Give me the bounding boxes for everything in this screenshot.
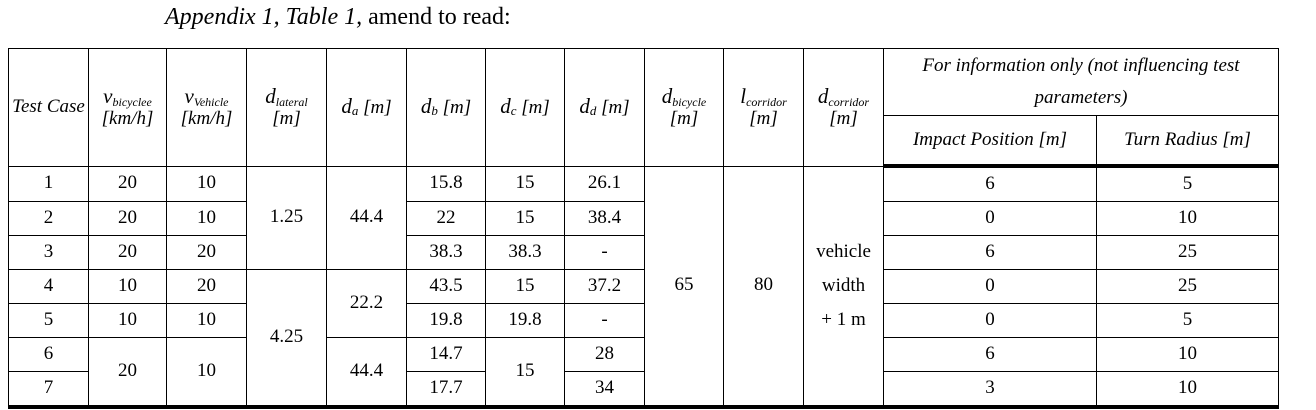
caption-italic: Appendix 1, Table 1, bbox=[165, 4, 363, 30]
cell-d-d: - bbox=[565, 236, 645, 270]
cell-d-b: 15.8 bbox=[407, 166, 486, 202]
cell-turn-radius: 25 bbox=[1097, 236, 1279, 270]
cell-d-c: 15 bbox=[486, 202, 565, 236]
cell-v-vehicle: 20 bbox=[167, 236, 247, 270]
cell-v-vehicle: 10 bbox=[167, 304, 247, 338]
cell-d-a: 44.4 bbox=[327, 166, 407, 270]
table-row bbox=[9, 338, 1279, 372]
header-d-b: db [m] bbox=[407, 49, 486, 167]
cell-turn-radius: 10 bbox=[1097, 372, 1279, 408]
cell-v-bicycle: 20 bbox=[89, 202, 167, 236]
table-row bbox=[9, 166, 1279, 202]
cell-d-corridor: vehicle width + 1 m bbox=[804, 166, 884, 407]
cell-turn-radius: 5 bbox=[1097, 166, 1279, 202]
cell-d-d: 34 bbox=[565, 372, 645, 408]
cell-case: 7 bbox=[9, 372, 89, 408]
cell-turn-radius: 5 bbox=[1097, 304, 1279, 338]
cell-d-d: 26.1 bbox=[565, 166, 645, 202]
cell-impact-position: 0 bbox=[884, 202, 1097, 236]
cell-v-vehicle: 10 bbox=[167, 166, 247, 202]
cell-d-d: 38.4 bbox=[565, 202, 645, 236]
cell-case: 4 bbox=[9, 270, 89, 304]
cell-turn-radius: 10 bbox=[1097, 338, 1279, 372]
cell-d-b: 38.3 bbox=[407, 236, 486, 270]
header-info-group: For information only (not influencing test parameters) bbox=[884, 49, 1279, 116]
cell-d-lateral: 1.25 bbox=[247, 166, 327, 270]
header-d-c: dc [m] bbox=[486, 49, 565, 167]
cell-v-bicycle: 10 bbox=[89, 304, 167, 338]
header-v-bicycle: $v_{bicyclee}$ [km/h] bbox=[89, 49, 167, 167]
cell-turn-radius: 10 bbox=[1097, 202, 1279, 236]
cell-d-a: 22.2 bbox=[327, 270, 407, 338]
cell-d-a: 44.4 bbox=[327, 338, 407, 408]
cell-d-lateral: 4.25 bbox=[247, 270, 327, 408]
header-d-d: dd [m] bbox=[565, 49, 645, 167]
header-d-lateral: $d_{lateral}$ [m] bbox=[247, 49, 327, 167]
cell-d-d: 37.2 bbox=[565, 270, 645, 304]
cell-case: 5 bbox=[9, 304, 89, 338]
cell-impact-position: 0 bbox=[884, 270, 1097, 304]
table-row bbox=[9, 304, 1279, 338]
cell-v-bicycle: 20 bbox=[89, 236, 167, 270]
cell-d-b: 14.7 bbox=[407, 338, 486, 372]
test-case-table bbox=[8, 48, 1279, 409]
cell-v-bicycle: 10 bbox=[89, 270, 167, 304]
table-row bbox=[9, 236, 1279, 270]
cell-d-c: 38.3 bbox=[486, 236, 565, 270]
cell-impact-position: 3 bbox=[884, 372, 1097, 408]
cell-d-bicycle: 65 bbox=[645, 166, 724, 407]
header-v-vehicle: $v_{Vehicle}$ [km/h] bbox=[167, 49, 247, 167]
cell-impact-position: 6 bbox=[884, 236, 1097, 270]
cell-turn-radius: 25 bbox=[1097, 270, 1279, 304]
header-d-bicycle: $d_{bicycle}$ [m] bbox=[645, 49, 724, 167]
cell-case: 6 bbox=[9, 338, 89, 372]
cell-case: 2 bbox=[9, 202, 89, 236]
caption bbox=[165, 4, 511, 31]
cell-d-b: 17.7 bbox=[407, 372, 486, 408]
cell-d-d: - bbox=[565, 304, 645, 338]
cell-d-c: 15 bbox=[486, 166, 565, 202]
header-l-corridor: $l_{corridor}$ [m] bbox=[724, 49, 804, 167]
cell-v-vehicle: 20 bbox=[167, 270, 247, 304]
cell-impact-position: 0 bbox=[884, 304, 1097, 338]
cell-v-vehicle: 10 bbox=[167, 338, 247, 408]
header-impact-position: Impact Position [m] bbox=[884, 116, 1097, 167]
header-d-a: da [m] bbox=[327, 49, 407, 167]
table-row bbox=[9, 270, 1279, 304]
table-row bbox=[9, 202, 1279, 236]
header-turn-radius: Turn Radius [m] bbox=[1097, 116, 1279, 167]
cell-l-corridor: 80 bbox=[724, 166, 804, 407]
cell-d-b: 43.5 bbox=[407, 270, 486, 304]
cell-case: 3 bbox=[9, 236, 89, 270]
cell-d-c: 15 bbox=[486, 338, 565, 408]
cell-impact-position: 6 bbox=[884, 166, 1097, 202]
cell-d-c: 15 bbox=[486, 270, 565, 304]
header-d-corridor: $d_{corridor}$ [m] bbox=[804, 49, 884, 167]
cell-v-bicycle: 20 bbox=[89, 338, 167, 408]
cell-v-vehicle: 10 bbox=[167, 202, 247, 236]
cell-d-b: 19.8 bbox=[407, 304, 486, 338]
cell-case: 1 bbox=[9, 166, 89, 202]
cell-v-bicycle: 20 bbox=[89, 166, 167, 202]
caption-rest: amend to read: bbox=[362, 4, 511, 30]
cell-d-c: 19.8 bbox=[486, 304, 565, 338]
cell-impact-position: 6 bbox=[884, 338, 1097, 372]
cell-d-d: 28 bbox=[565, 338, 645, 372]
cell-d-b: 22 bbox=[407, 202, 486, 236]
header-test-case: Test Case bbox=[9, 49, 89, 167]
